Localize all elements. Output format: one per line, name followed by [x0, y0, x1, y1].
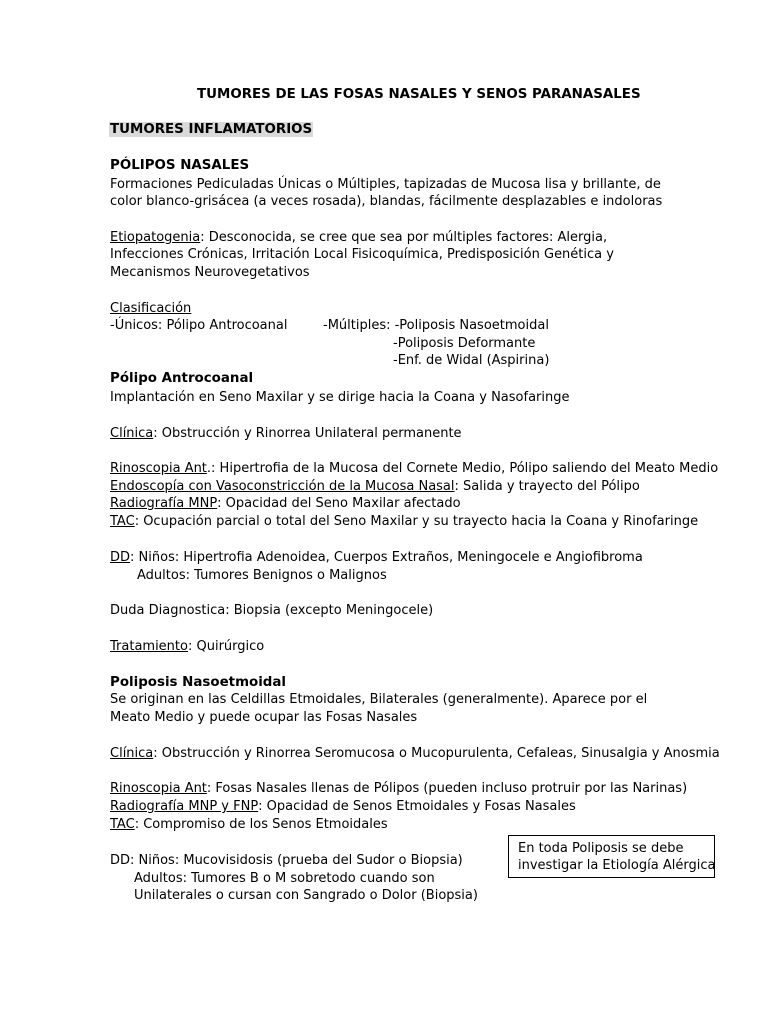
etiopatogenia-label: Etiopatogenia — [110, 230, 201, 245]
antrocoanal-radiografia — [110, 495, 461, 513]
nasoetmoidal-dd-adultos-2: Unilaterales o cursan con Sangrado o Dolor (Biopsia) — [134, 888, 478, 903]
endoscopia-text: : Salida y trayecto del Pólipo — [454, 479, 640, 494]
antrocoanal-dd — [110, 549, 643, 567]
antrocoanal-implantacion: Implantación en Seno Maxilar y se dirige hacia la Coana y Nasofaringe — [110, 390, 570, 405]
rinoscopia-label: Rinoscopia Ant — [110, 461, 207, 476]
clinica-label: Clínica — [110, 746, 154, 761]
endoscopia-label: Endoscopía con Vasoconstricción de la Mucosa Nasal — [110, 479, 455, 494]
antrocoanal-tac — [110, 513, 698, 531]
polipos-desc-1: Formaciones Pediculadas Únicas o Múltiples, tapizadas de Mucosa lisa y brillante, de — [110, 177, 661, 192]
radiografia-label: Radiografía MNP y FNP — [110, 799, 259, 814]
antrocoanal-tratamiento — [110, 638, 264, 656]
tac-label: TAC — [110, 817, 135, 832]
etiopatogenia-line-1 — [110, 229, 607, 247]
etiopatogenia-line-3: Mecanismos Neurovegetativos — [110, 265, 310, 280]
nasoetmoidal-tac — [110, 816, 388, 834]
rinoscopia-label: Rinoscopia Ant — [110, 781, 207, 796]
nasoetmoidal-dd-adultos: Adultos: Tumores B o M sobretodo cuando son — [134, 871, 435, 886]
nasoetmoidal-heading: Poliposis Nasoetmoidal — [110, 675, 287, 690]
section-heading-text: TUMORES INFLAMATORIOS — [110, 122, 313, 137]
rinoscopia-text: : Fosas Nasales llenas de Pólipos (pueden incluso protruir por las Narinas) — [206, 781, 688, 796]
etiopatogenia-text: : Desconocida, se cree que sea por múltiples factores: Alergia, — [200, 230, 608, 245]
antrocoanal-duda: Duda Diagnostica: Biopsia (excepto Meningocele) — [110, 603, 434, 618]
tratamiento-label: Tratamiento — [110, 639, 188, 654]
clinica-label: Clínica — [110, 426, 154, 441]
antrocoanal-clinica — [110, 425, 462, 443]
clinica-text: : Obstrucción y Rinorrea Unilateral permanente — [153, 426, 462, 441]
antrocoanal-dd-adultos: Adultos: Tumores Benignos o Malignos — [137, 568, 387, 583]
note-line-1: En toda Poliposis se debe — [518, 841, 684, 856]
antrocoanal-rinoscopia — [110, 460, 718, 478]
tac-label: TAC — [110, 514, 135, 529]
note-line-2: investigar la Etiología Alérgica — [518, 858, 716, 873]
dd-label: DD — [110, 550, 131, 565]
clasificacion-unicos: -Únicos: Pólipo Antrocoanal — [110, 318, 288, 333]
nasoetmoidal-origen-2: Meato Medio y puede ocupar las Fosas Nasales — [110, 710, 418, 725]
tratamiento-text: : Quirúrgico — [187, 639, 265, 654]
rinoscopia-text: .: Hipertrofia de la Mucosa del Cornete Medio, Pólipo saliendo del Meato Medio — [206, 461, 719, 476]
page-title: TUMORES DE LAS FOSAS NASALES Y SENOS PARANASALES — [197, 87, 641, 102]
antrocoanal-heading: Pólipo Antrocoanal — [110, 371, 254, 386]
clinica-text: : Obstrucción y Rinorrea Seromucosa o Mucopurulenta, Cefaleas, Sinusalgia y Anosmia — [153, 746, 720, 761]
clasificacion-multiples-2: -Poliposis Deformante — [393, 336, 536, 351]
clasificacion-multiples-3: -Enf. de Widal (Aspirina) — [393, 353, 550, 368]
nasoetmoidal-radiografia — [110, 798, 576, 816]
radiografia-label: Radiografía MNP — [110, 496, 218, 511]
note-box — [508, 835, 715, 878]
polipos-desc-2: color blanco-grisácea (a veces rosada), blandas, fácilmente desplazables e indoloras — [110, 194, 663, 209]
radiografia-text: : Opacidad del Seno Maxilar afectado — [217, 496, 461, 511]
polipos-heading: PÓLIPOS NASALES — [110, 158, 250, 173]
etiopatogenia-line-2: Infecciones Crónicas, Irritación Local Fisicoquímica, Predisposición Genética y — [110, 247, 614, 262]
nasoetmoidal-dd: DD: Niños: Mucovisidosis (prueba del Sudor o Biopsia) — [110, 853, 463, 868]
clasificacion-multiples: -Múltiples: -Poliposis Nasoetmoidal — [323, 318, 549, 333]
nasoetmoidal-origen-1: Se originan en las Celdillas Etmoidales, Bilaterales (generalmente). Aparece por el — [110, 692, 648, 707]
tac-text: : Ocupación parcial o total del Seno Maxilar y su trayecto hacia la Coana y Rinofaringe — [134, 514, 699, 529]
tac-text: : Compromiso de los Senos Etmoidales — [134, 817, 388, 832]
antrocoanal-endoscopia — [110, 478, 640, 496]
section-heading — [109, 121, 313, 139]
radiografia-text: : Opacidad de Senos Etmoidales y Fosas Nasales — [258, 799, 576, 814]
nasoetmoidal-clinica — [110, 745, 720, 763]
clasificacion-label: Clasificación — [110, 301, 192, 316]
nasoetmoidal-rinoscopia — [110, 780, 687, 798]
dd-text: : Niños: Hipertrofia Adenoidea, Cuerpos Extraños, Meningocele e Angiofibroma — [130, 550, 643, 565]
